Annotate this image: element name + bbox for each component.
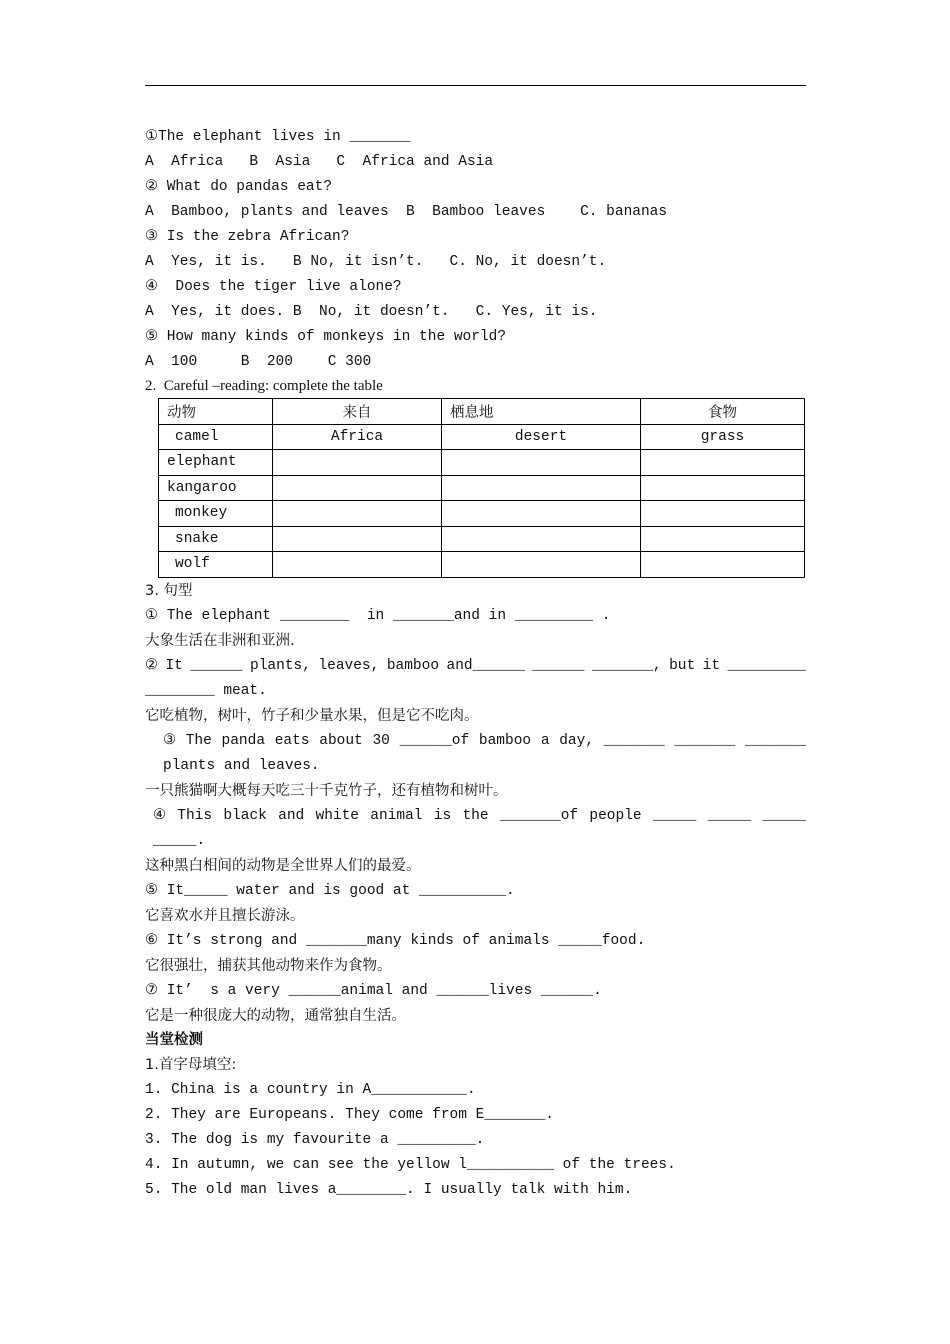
table-cell[interactable] (641, 475, 805, 501)
table-cell[interactable] (442, 475, 641, 501)
table-cell: snake (159, 526, 273, 552)
question-3-options: A Yes, it is. B No, it isn’t. C. No, it doesn’t. (145, 254, 607, 270)
question-3: ③ Is the zebra African? (145, 229, 350, 245)
table-row (159, 424, 805, 450)
word: bamboo (386, 658, 440, 674)
word: This (177, 808, 213, 824)
word: a (540, 733, 550, 749)
word: _______ (603, 733, 665, 749)
table-row (159, 450, 805, 476)
animal-table (158, 398, 805, 578)
pattern-2-translation: 它吃植物，树叶，竹子和少量水果，但是它不吃肉。 (145, 708, 479, 724)
table-cell: Africa (273, 424, 442, 450)
table-cell[interactable] (641, 526, 805, 552)
pattern-5: ⑤ It_____ water and is good at __________. (145, 883, 515, 899)
word: leaves, (318, 658, 380, 674)
question-5-options: A 100 B 200 C 300 (145, 354, 372, 370)
pattern-6: ⑥ It’s strong and _______many kinds of animals _____food. (145, 933, 646, 949)
table-row (159, 475, 805, 501)
word: and (278, 808, 305, 824)
pattern-6-translation: 它很强壮，捕获其他动物来作为食物。 (145, 958, 392, 974)
quiz-item: 2. They are Europeans. They come from E_______. (145, 1107, 554, 1123)
pattern-1: ① The elephant ________ in _______and in _________ . (145, 608, 611, 624)
table-row (159, 552, 805, 578)
word: ______ (532, 658, 585, 674)
word: ______ (190, 658, 243, 674)
word: _______ (674, 733, 736, 749)
table-cell[interactable] (273, 526, 442, 552)
question-5: ⑤ How many kinds of monkeys in the world? (145, 329, 507, 345)
word: _____ (707, 808, 752, 824)
question-4: ④ Does the tiger live alone? (145, 279, 402, 295)
question-1: ①The elephant lives in _______ (145, 129, 411, 145)
word: _____ (762, 808, 806, 824)
word: _______of (499, 808, 579, 824)
header-rule (145, 85, 806, 86)
table-header-cell: 来自 (273, 399, 442, 425)
word: is (433, 808, 452, 824)
word: people (589, 808, 642, 824)
word: panda (221, 733, 266, 749)
word: It (165, 658, 183, 674)
table-row (159, 526, 805, 552)
word: bamboo (478, 733, 532, 749)
word: but (669, 658, 696, 674)
word: plants, (250, 658, 311, 674)
table-header-row (159, 399, 805, 425)
quiz-item: 5. The old man lives a________. I usually talk with him. (145, 1182, 633, 1198)
question-2: ② What do pandas eat? (145, 179, 333, 195)
table-cell[interactable] (273, 552, 442, 578)
word: _______ (745, 733, 806, 749)
word: and______ (446, 658, 525, 674)
word: _________ (727, 658, 806, 674)
quiz-item: 4. In autumn, we can see the yellow l__________ of the trees. (145, 1157, 676, 1173)
table-cell[interactable] (641, 501, 805, 527)
table-cell[interactable] (273, 501, 442, 527)
pattern-3 (163, 732, 806, 750)
question-2-options: A Bamboo, plants and leaves B Bamboo leaves C. bananas (145, 204, 668, 220)
word: ______of (399, 733, 470, 749)
table-cell: kangaroo (159, 475, 273, 501)
word: The (185, 733, 212, 749)
pattern-4-translation: 这种黑白相间的动物是全世界人们的最爱。 (145, 858, 421, 874)
pattern-5-translation: 它喜欢水并且擅长游泳。 (145, 908, 305, 924)
word: animal (370, 808, 423, 824)
pattern-4 (153, 807, 806, 825)
table-cell[interactable] (273, 475, 442, 501)
pattern-1-translation: 大象生活在非洲和亚洲. (145, 633, 295, 649)
word: day, (559, 733, 595, 749)
table-cell[interactable] (641, 450, 805, 476)
word: 30 (372, 733, 390, 749)
word: ③ (163, 733, 176, 749)
pattern-3-translation: 一只熊猫啊大概每天吃三十千克竹子，还有植物和树叶。 (145, 783, 508, 799)
question-1-options: A Africa B Asia C Africa and Asia (145, 154, 494, 170)
quiz-subtitle: 1.首字母填空: (145, 1057, 237, 1073)
table-cell[interactable] (442, 501, 641, 527)
table-cell: camel (159, 424, 273, 450)
table-cell[interactable] (641, 552, 805, 578)
word: _______, (591, 658, 662, 674)
word: eats (274, 733, 310, 749)
table-cell: desert (442, 424, 641, 450)
table-cell: elephant (159, 450, 273, 476)
question-4-options: A Yes, it does. B No, it doesn’t. C. Yes, it is. (145, 304, 598, 320)
table-header-cell: 栖息地 (442, 399, 641, 425)
word: the (462, 808, 489, 824)
table-row (159, 501, 805, 527)
table-cell: wolf (159, 552, 273, 578)
table-cell[interactable] (442, 526, 641, 552)
section-2-title: 2. Careful –reading: complete the table (145, 378, 383, 394)
table-cell: grass (641, 424, 805, 450)
table-header-cell: 动物 (159, 399, 273, 425)
table-cell[interactable] (442, 552, 641, 578)
section-3-title: 3. 句型 (145, 583, 193, 599)
quiz-item: 3. The dog is my favourite a _________. (145, 1132, 485, 1148)
pattern-3-continued: plants and leaves. (163, 758, 320, 774)
table-cell: monkey (159, 501, 273, 527)
word: _____ (652, 808, 697, 824)
pattern-4-continued: _____. (153, 833, 206, 849)
word: black (223, 808, 267, 824)
word: about (319, 733, 363, 749)
table-cell[interactable] (273, 450, 442, 476)
word: ④ (153, 808, 166, 824)
word: white (315, 808, 360, 824)
quiz-item: 1. China is a country in A___________. (145, 1082, 476, 1098)
pattern-2 (145, 657, 806, 675)
word: it (702, 658, 721, 674)
table-cell[interactable] (442, 450, 641, 476)
word: ② (145, 658, 158, 674)
pattern-2-continued: ________ meat. (145, 683, 267, 699)
pattern-7: ⑦ It’ s a very ______animal and ______lives ______. (145, 983, 602, 999)
pattern-7-translation: 它是一种很庞大的动物，通常独自生活。 (145, 1008, 406, 1024)
quiz-title: 当堂检测 (145, 1032, 203, 1048)
table-header-cell: 食物 (641, 399, 805, 425)
